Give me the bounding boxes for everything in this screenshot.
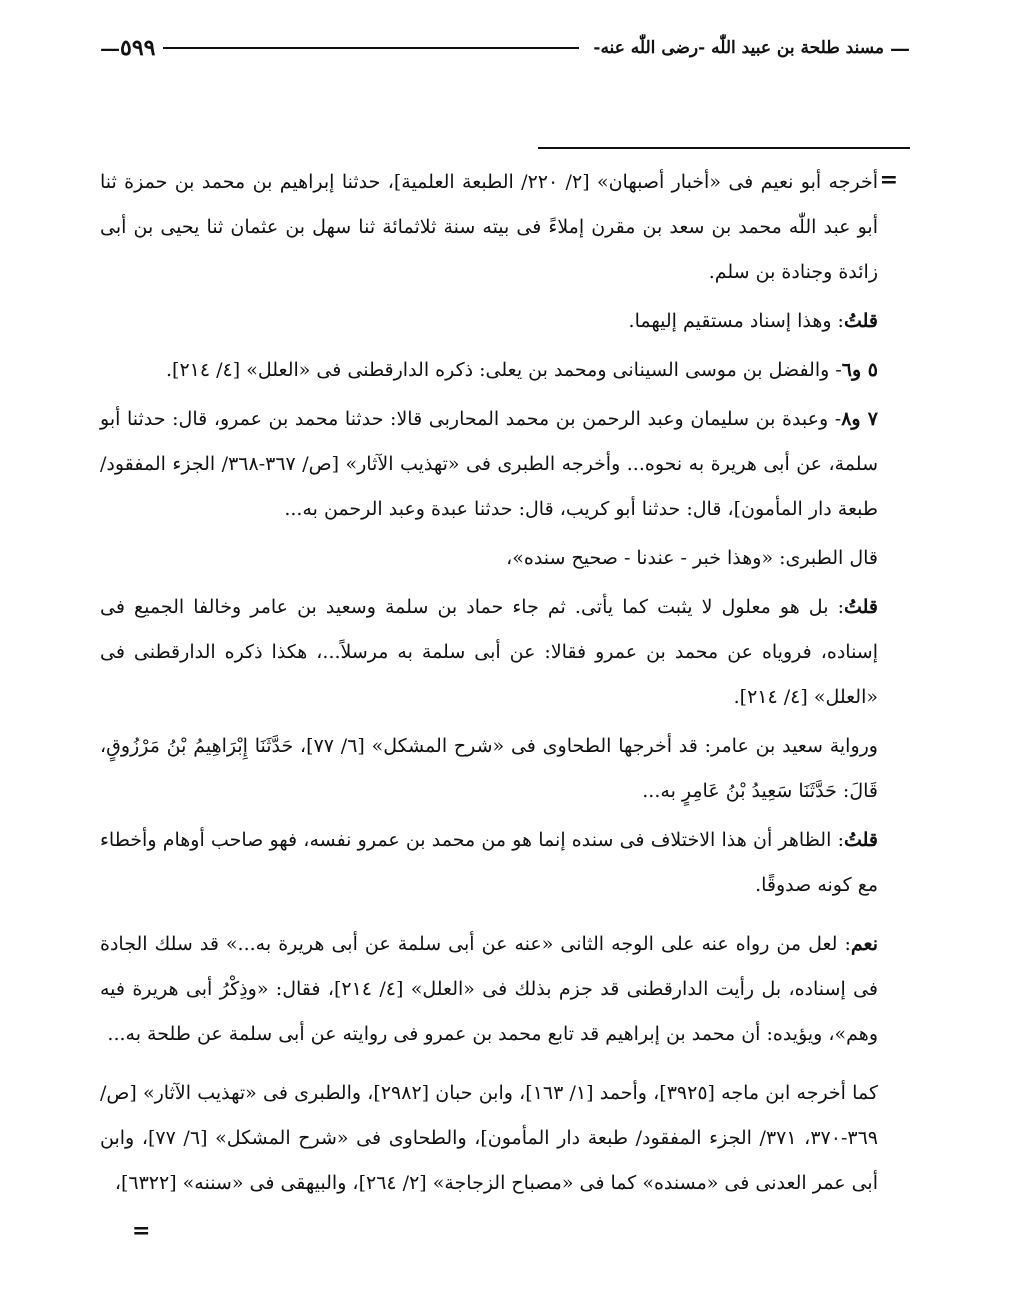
paragraph-naam [100,922,878,1057]
header-dash-left: — [100,36,120,60]
paragraph-text: ورواية سعيد بن عامر: قد أخرجها الطحاوى فى «شرح المشكل» [٦/ ٧٧]، حَدَّثَنَا إِبْرَاهِيمُ بْنُ مَرْزُوقٍ، قَالَ: حَدَّثَنَا سَعِيدُ بْنُ عَامِرٍ به... [100,735,878,802]
paragraph-text: : الظاهر أن هذا الاختلاف فى سنده إنما هو من محمد بن عمرو نفسه، فهو صاحب أوهام وأخطاء مع كونه صدوقًا. [100,829,878,896]
running-header [100,30,910,66]
paragraph-qultu-3 [100,818,878,908]
paragraph-takhrij [100,1071,878,1206]
paragraph-qultu-1 [100,299,878,344]
footnote-body [100,160,878,1210]
paragraph-text: أخرجه أبو نعيم فى «أخبار أصبهان» [٢/ ٢٢٠/ الطبعة العلمية]، حدثنا إبراهيم بن محمد بن حمزة ثنا أبو عبد اللّٰه محمد بن سعد بن مقرن إملاءً فى بيته سنة ثلاثمائة ثنا سهل بن عثمان ثنا يحيى بن أبى زائدة وجنادة بن سلم. [100,171,878,283]
page-number: ٥٩٩ [120,35,156,61]
paragraph-abu-nuaym [100,160,878,295]
header-dash-right: — [890,36,910,60]
footnote-separator [538,147,910,149]
paragraph-label: ٥ و٦ [841,359,878,381]
paragraph-7-8 [100,397,878,532]
continuation-mark-top: = [879,167,898,193]
paragraph-label: قلتُ [843,310,878,332]
header-rule [163,47,579,49]
paragraph-spacer [100,912,878,922]
paragraph-label: نعم [850,933,878,955]
paragraph-text: قال الطبرى: «وهذا خبر - عندنا - صحيح سنده»، [506,547,878,569]
paragraph-label: ٧ و٨ [841,408,879,430]
paragraph-label: قلتُ [843,829,878,851]
paragraph-text: - وعبدة بن سليمان وعبد الرحمن بن محمد المحاربى قالا: حدثنا محمد بن عمرو، قال: حدثنا أبو سلمة، عن أبى هريرة به نحوه... وأخرجه الطبرى فى «تهذيب الآثار» [ص/ ٣٦٧-٣٦٨/ الجزء المفقود/ طبعة دار المأمون]، قال: حدثنا أبو كريب، قال: حدثنا عبدة وعبد الرحمن به... [100,408,879,520]
paragraph-text: - والفضل بن موسى السينانى ومحمد بن يعلى: ذكره الدارقطنى فى «العلل» [٤/ ٢١٤]. [166,359,842,381]
paragraph-label: قلتُ [843,596,878,618]
paragraph-qultu-2 [100,585,878,720]
paragraph-tabari-quote [100,536,878,581]
paragraph-spacer [100,1061,878,1071]
continuation-mark-bottom: = [132,1218,151,1244]
paragraph-text: : بل هو معلول لا يثبت كما يأتى. ثم جاء حماد بن سلمة وسعيد بن عامر وخالفا الجميع فى إسناده، فروياه عن محمد بن عمرو فقالا: عن أبى سلمة به مرسلاً...، هكذا ذكره الدارقطنى فى «العلل» [٤/ ٢١٤]. [100,596,878,708]
paragraph-text: : وهذا إسناد مستقيم إليهما. [628,310,844,332]
paragraph-5-6 [100,348,878,393]
paragraph-said-riwaya [100,724,878,814]
paragraph-text: كما أخرجه ابن ماجه [٣٩٢٥]، وأحمد [١/ ١٦٣]، وابن حبان [٢٩٨٢]، والطبرى فى «تهذيب الآثار» [ص/ ٣٦٩-٣٧٠، ٣٧١/ الجزء المفقود/ طبعة دار المأمون]، والطحاوى فى «شرح المشكل» [٦/ ٧٧]، وابن أبى عمر العدنى فى «مسنده» كما فى «مصباح الزجاجة» [٢/ ٢٦٤]، والبيهقى فى «سننه» [٦٣٢٢]، [100,1082,878,1194]
paragraph-text: : لعل من رواه عنه على الوجه الثانى «عنه عن أبى سلمة عن أبى هريرة به...» قد سلك الجادة فى إسناده، بل رأيت الدارقطنى قد جزم بذلك فى «العلل» [٤/ ٢١٤]، فقال: «وذِكْرُ أبى هريرة فيه وهم»، ويؤيده: أن محمد بن إبراهيم قد تابع محمد بن عمرو فى روايته عن أبى سلمة عن طلحة به... [100,933,878,1045]
running-title: مسند طلحة بن عبيد اللّٰه -رضى اللّٰه عنه- [593,38,884,58]
